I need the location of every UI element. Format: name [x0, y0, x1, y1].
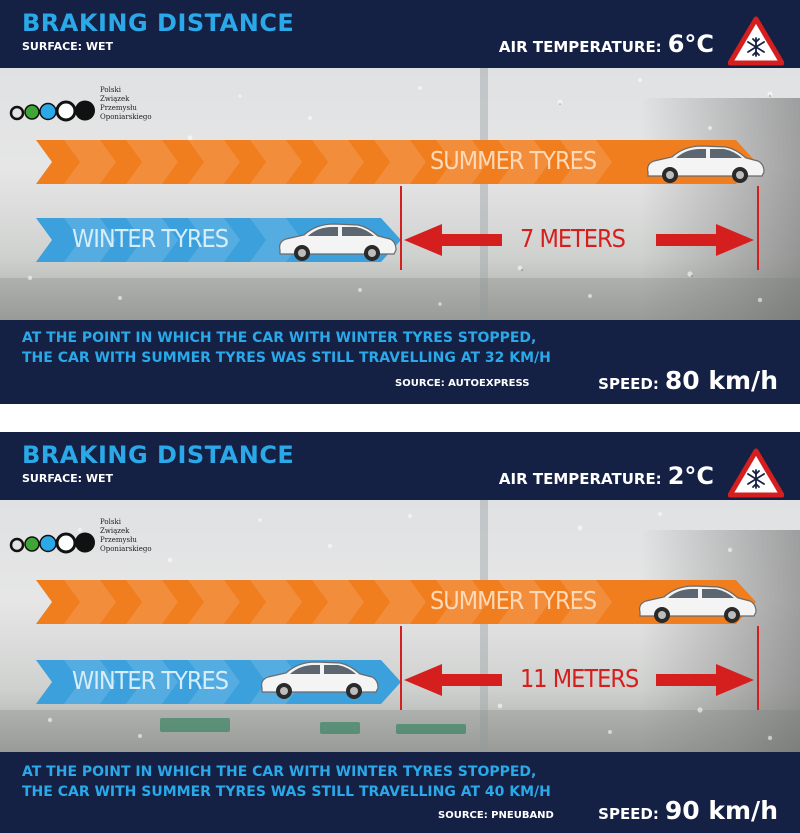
distance-difference	[398, 626, 762, 710]
caption: AT THE POINT IN WHICH THE CAR WITH WINTER TYRES STOPPED, THE CAR WITH SUMMER TYRES WAS STILL TRAVELLING AT 40 KM/H	[22, 764, 551, 800]
speed	[598, 796, 778, 825]
source-label: SOURCE: PNEUBAND	[438, 810, 554, 821]
distance-label: 11 METERS	[520, 664, 639, 693]
winter-tyres-bar	[36, 218, 401, 262]
pzpo-logo-rings	[8, 532, 98, 554]
surface-label: SURFACE: WET	[22, 472, 114, 485]
speed-value: 80 km/h	[664, 366, 778, 395]
surface-label: SURFACE: WET	[22, 40, 114, 53]
winter-tyres-bar	[36, 660, 401, 704]
summer-tyres-label: SUMMER TYRES	[430, 146, 597, 175]
winter-tyres-label: WINTER TYRES	[72, 224, 228, 253]
panel-title: BRAKING DISTANCE	[22, 441, 295, 469]
air-temperature	[499, 30, 714, 58]
winter-car-icon	[258, 658, 382, 700]
caption: AT THE POINT IN WHICH THE CAR WITH WINTER TYRES STOPPED, THE CAR WITH SUMMER TYRES WAS STILL TRAVELLING AT 32 KM/H	[22, 330, 551, 366]
speed-label: SPEED:	[598, 805, 659, 823]
distance-difference	[398, 186, 762, 270]
winter-car-icon	[276, 220, 400, 262]
pzpo-logo-text: Polski Związek Przemysłu Oponiarskiego	[100, 518, 152, 553]
speed-value: 90 km/h	[664, 796, 778, 825]
air-temp-label: AIR TEMPERATURE:	[498, 470, 662, 488]
summer-tyres-bar	[36, 580, 756, 624]
source-label: SOURCE: AUTOEXPRESS	[395, 378, 530, 389]
rainy-road-photo	[0, 500, 800, 752]
air-temperature	[499, 462, 714, 490]
pzpo-logo-text: Polski Związek Przemysłu Oponiarskiego	[100, 86, 152, 121]
air-temp-value: 2°C	[667, 462, 714, 490]
panel-title: BRAKING DISTANCE	[22, 9, 295, 37]
summer-car-icon	[636, 582, 760, 624]
summer-car-icon	[644, 142, 768, 184]
rainy-road-photo	[0, 68, 800, 320]
winter-tyres-label: WINTER TYRES	[72, 666, 228, 695]
air-temp-value: 6°C	[667, 30, 714, 58]
pzpo-logo	[8, 86, 158, 126]
pzpo-logo	[8, 518, 158, 558]
speed	[598, 366, 778, 395]
snow-warning-icon	[728, 16, 784, 66]
braking-panel-80kmh	[0, 0, 800, 404]
snow-warning-icon	[728, 448, 784, 498]
summer-tyres-bar	[36, 140, 756, 184]
braking-panel-90kmh	[0, 432, 800, 833]
distance-label: 7 METERS	[520, 224, 625, 253]
air-temp-label: AIR TEMPERATURE:	[498, 38, 662, 56]
pzpo-logo-rings	[8, 100, 98, 122]
summer-tyres-label: SUMMER TYRES	[430, 586, 597, 615]
speed-label: SPEED:	[598, 375, 659, 393]
